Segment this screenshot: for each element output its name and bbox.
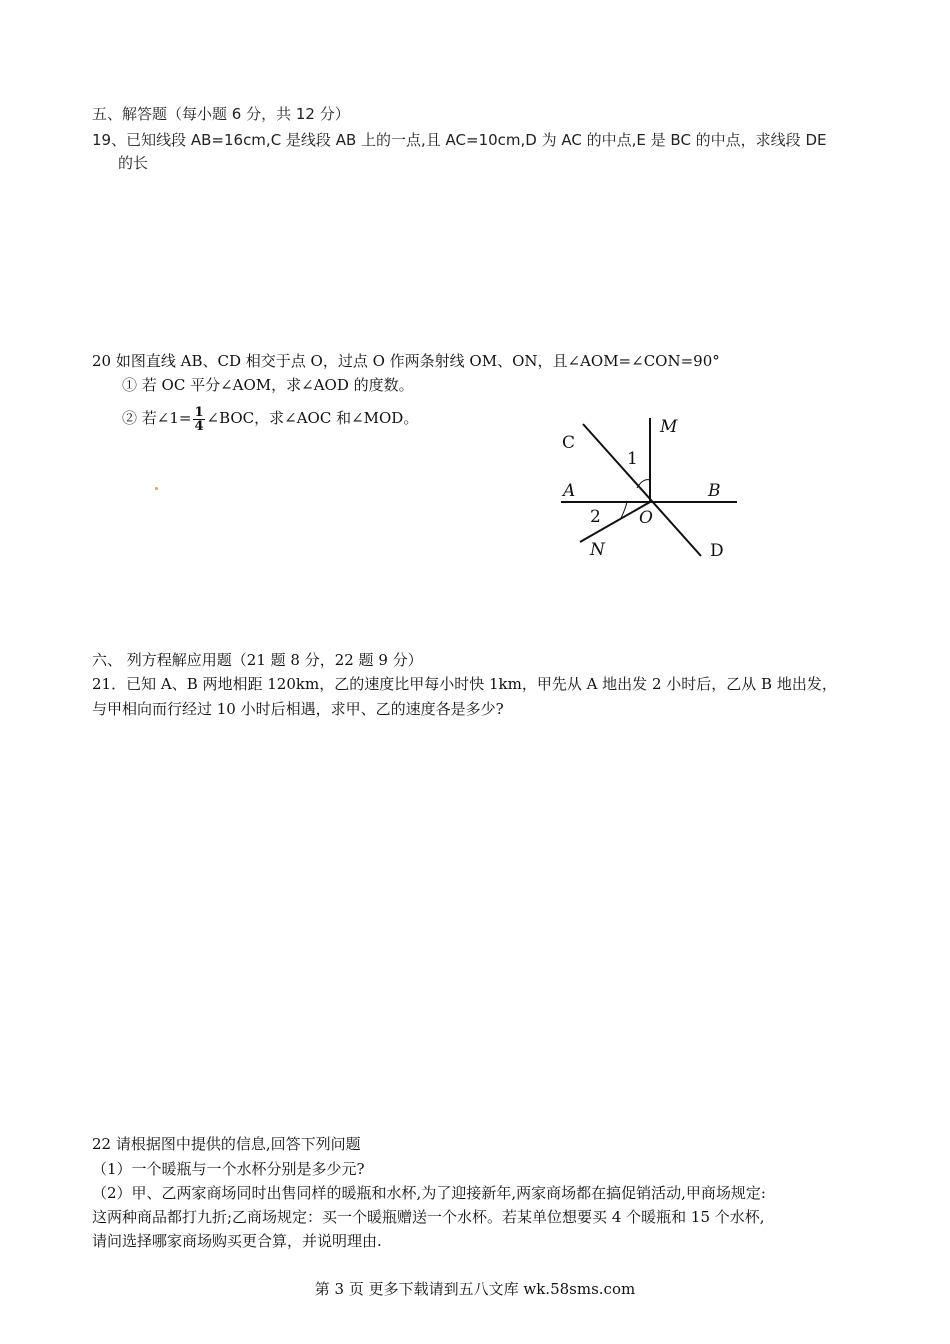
label-c: C: [562, 433, 576, 453]
section5-heading: 五、解答题（每小题 6 分，共 12 分）: [92, 105, 350, 123]
label-angle-1: 1: [627, 449, 638, 469]
q19-text-line1: 19、已知线段 AB=16cm,C 是线段 AB 上的一点,且 AC=10cm,D 为 AC 的中点,E 是 BC 的中点，求线段 DE: [92, 131, 827, 149]
label-n: N: [590, 540, 605, 560]
q22-text-line2: （1）一个暖瓶与一个水杯分别是多少元?: [92, 1160, 365, 1178]
q20-part2-suffix: ∠BOC，求∠AOC 和∠MOD。: [206, 409, 419, 427]
label-o: O: [639, 508, 653, 528]
q20-part1: ① 若 OC 平分∠AOM，求∠AOD 的度数。: [122, 376, 414, 394]
line-cd: [583, 424, 701, 556]
label-a: A: [563, 481, 576, 501]
label-b: B: [708, 481, 721, 501]
fraction-denominator: 4: [194, 418, 204, 434]
label-d: D: [710, 541, 724, 561]
stray-dot: [155, 487, 158, 490]
section6-heading: 六、 列方程解应用题（21 题 8 分，22 题 9 分）: [92, 651, 423, 669]
q21-text-line1: 21．已知 A、B 两地相距 120km，乙的速度比甲每小时快 1km，甲先从 A 地出发 2 小时后，乙从 B 地出发，: [92, 675, 837, 693]
q22-text-line3: （2）甲、乙两家商场同时出售同样的暖瓶和水杯,为了迎接新年,两家商场都在搞促销活动,甲商场规定:: [92, 1184, 766, 1202]
q22-text-line4: 这两种商品都打九折;乙商场规定：买一个暖瓶赠送一个水杯。若某单位想要买 4 个暖瓶和 15 个水杯,: [92, 1208, 765, 1226]
q22-text-line5: 请问选择哪家商场购买更合算，并说明理由.: [92, 1232, 382, 1250]
q20-part2-prefix: ② 若∠1=: [122, 409, 192, 427]
q20-text-line1: 20 如图直线 AB、CD 相交于点 O，过点 O 作两条射线 OM、ON，且∠AOM=∠CON=90°: [92, 352, 720, 370]
q22-text-line1: 22 请根据图中提供的信息,回答下列问题: [92, 1135, 361, 1153]
q19-text-line2: 的长: [118, 154, 149, 172]
q20-part2: [122, 402, 418, 434]
q20-fraction: [193, 406, 204, 433]
angle-figure: [555, 408, 745, 573]
q21-text-line2: 与甲相向而行经过 10 小时后相遇，求甲、乙的速度各是多少?: [92, 700, 504, 718]
label-angle-2: 2: [590, 507, 601, 527]
label-m: M: [660, 417, 678, 437]
page-footer: 第 3 页 更多下载请到五八文库 wk.58sms.com: [314, 1280, 636, 1298]
fraction-numerator: 1: [194, 404, 204, 420]
